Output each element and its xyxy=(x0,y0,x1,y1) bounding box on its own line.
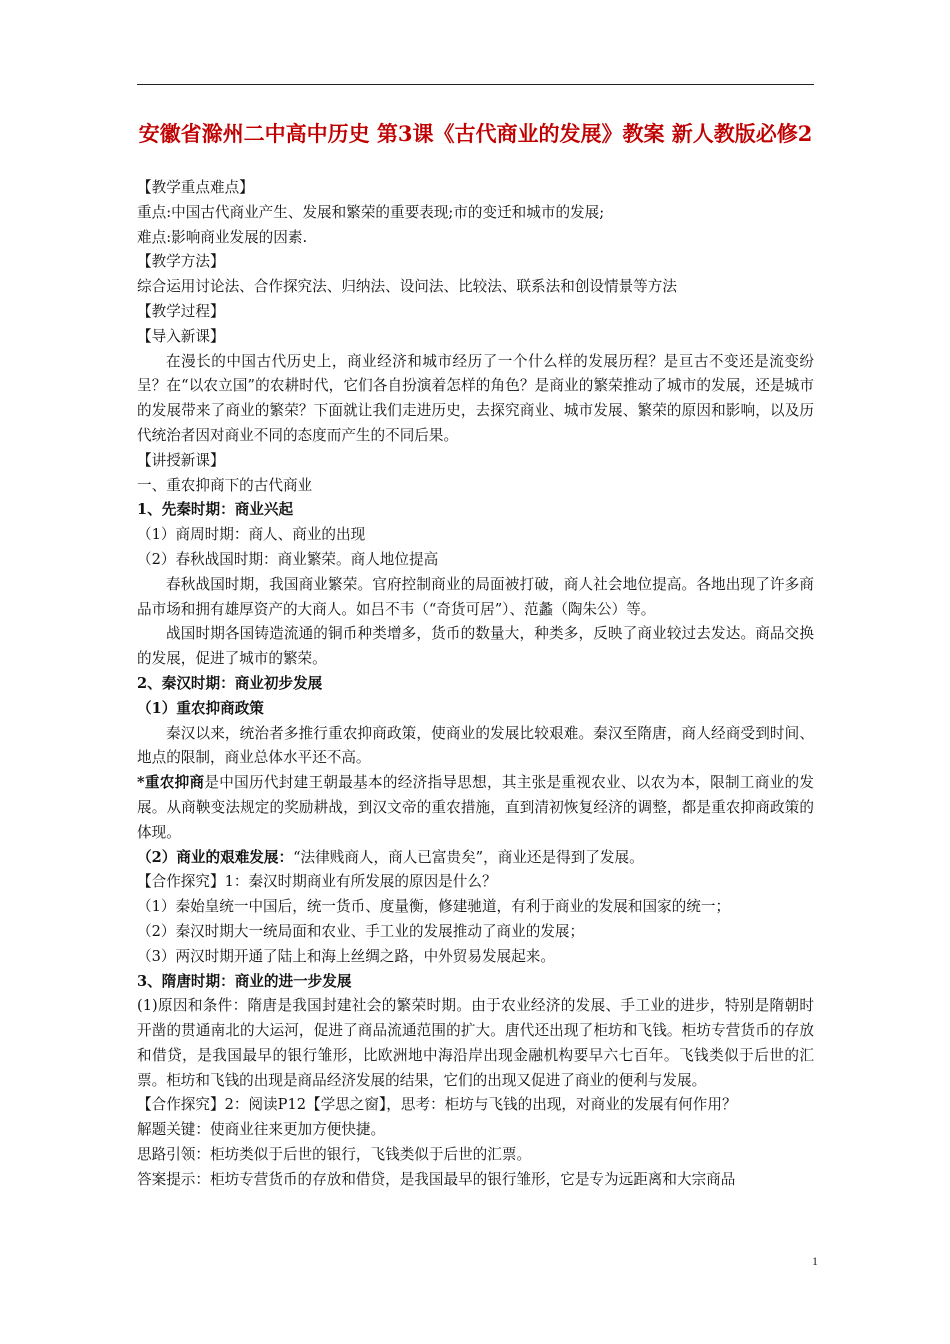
heading-teaching-method: 【教学方法】 xyxy=(137,253,225,271)
part2-sub2 xyxy=(137,846,814,871)
section-one-heading: 一、重农抑商下的古代商业 xyxy=(137,476,313,494)
part1-item2: （2）春秋战国时期：商业繁荣。商人地位提高 xyxy=(137,550,439,568)
note-term: *重农抑商 xyxy=(137,774,205,792)
document-body xyxy=(137,176,814,1193)
sub2-label: （2）商业的艰难发展： xyxy=(137,848,294,866)
part2-question1: 【合作探究】1：秦汉时期商业有所发展的原因是什么？ xyxy=(137,873,497,891)
method-line: 综合运用讨论法、合作探究法、归纳法、设问法、比较法、联系法和创设情景等方法 xyxy=(137,278,677,296)
part2-heading: 2、秦汉时期：商业初步发展 xyxy=(137,674,323,692)
part2-note xyxy=(137,771,814,845)
header-rule xyxy=(137,84,814,85)
document-title: 安徽省滁州二中高中历史 第3课《古代商业的发展》教案 新人教版必修2 xyxy=(138,121,813,146)
heading-teaching-focus: 【教学重点难点】 xyxy=(137,179,254,196)
part2-sub1: （1）重农抑商政策 xyxy=(137,699,264,717)
page-number: 1 xyxy=(812,1254,818,1268)
difficulty-line: 难点:影响商业发展的因素. xyxy=(137,228,308,246)
intro-paragraph: 在漫长的中国古代历史上，商业经济和城市经历了一个什么样的发展历程？是亘古不变还是流变纷呈？在“以农立国”的农耕时代，它们各自扮演着怎样的角色？是商业的繁荣推动了城市的发展，还是城市的发展带来了商业的繁荣？下面就让我们走进历史，去探究商业、城市发展、繁荣的原因和影响，以及历代统治者因对商业不同的态度而产生的不同后果。 xyxy=(137,352,814,444)
part3-key: 解题关键：使商业往来更加方便快捷。 xyxy=(137,1121,386,1139)
part3-paragraph1: (1)原因和条件：隋唐是我国封建社会的繁荣时期。由于农业经济的发展、手工业的进步，特别是隋朝时开凿的贯通南北的大运河，促进了商品流通范围的扩大。唐代还出现了柜坊和飞钱。柜坊专营货币的存放和借贷，是我国最早的银行雏形，比欧洲地中海沿岸出现金融机构要早六七百年。飞钱类似于后世的汇票。柜坊和飞钱的出现是商品经济发展的结果，它们的出现又促进了商业的便利与发展。 xyxy=(137,997,814,1089)
focus-line: 重点:中国古代商业产生、发展和繁荣的重要表现;市的变迁和城市的发展; xyxy=(137,203,605,221)
sub2-text: “法律贱商人，商人已富贵矣”，商业还是得到了发展。 xyxy=(293,848,644,866)
part3-question2: 【合作探究】2：阅读P12【学思之窗】，思考：柜坊与飞钱的出现，对商业的发展有何作用？ xyxy=(137,1096,737,1114)
note-text: 是中国历代封建王朝最基本的经济指导思想，其主张是重视农业、以农为本，限制工商业的发展。从商鞅变法规定的奖励耕战，到汉文帝的重农措施，直到清初恢复经济的调整，都是重农抑商政策的体现。 xyxy=(137,774,814,841)
part2-paragraph1: 秦汉以来，统治者多推行重农抑商政策，使商业的发展比较艰难。秦汉至隋唐，商人经商受到时间、地点的限制，商业总体水平还不高。 xyxy=(137,724,814,767)
heading-new-lesson: 【讲授新课】 xyxy=(137,451,225,469)
heading-teaching-process: 【教学过程】 xyxy=(137,302,225,320)
part2-answer1: （1）秦始皇统一中国后，统一货币、度量衡，修建驰道，有利于商业的发展和国家的统一； xyxy=(137,898,731,916)
part1-heading: 1、先秦时期：商业兴起 xyxy=(137,501,294,519)
part2-answer2: （2）秦汉时期大一统局面和农业、手工业的发展推动了商业的发展； xyxy=(137,922,585,940)
part1-paragraph2: 战国时期各国铸造流通的铜币种类增多，货币的数量大，种类多，反映了商业较过去发达。商品交换的发展，促进了城市的繁荣。 xyxy=(137,625,814,668)
part1-item1: （1）商周时期：商人、商业的出现 xyxy=(137,526,366,544)
heading-introduction: 【导入新课】 xyxy=(137,327,225,345)
part3-heading: 3、隋唐时期：商业的进一步发展 xyxy=(137,972,352,990)
part1-paragraph1: 春秋战国时期，我国商业繁荣。官府控制商业的局面被打破，商人社会地位提高。各地出现了许多商品市场和拥有雄厚资产的大商人。如吕不韦（“奇货可居”）、范蠡（陶朱公）等。 xyxy=(137,575,814,618)
part3-answer: 答案提示：柜坊专营货币的存放和借贷，是我国最早的银行雏形，它是专为远距离和大宗商品 xyxy=(137,1170,736,1188)
part3-guide: 思路引领：柜坊类似于后世的银行，飞钱类似于后世的汇票。 xyxy=(137,1146,532,1164)
part2-answer3: （3）两汉时期开通了陆上和海上丝绸之路，中外贸易发展起来。 xyxy=(137,947,555,965)
